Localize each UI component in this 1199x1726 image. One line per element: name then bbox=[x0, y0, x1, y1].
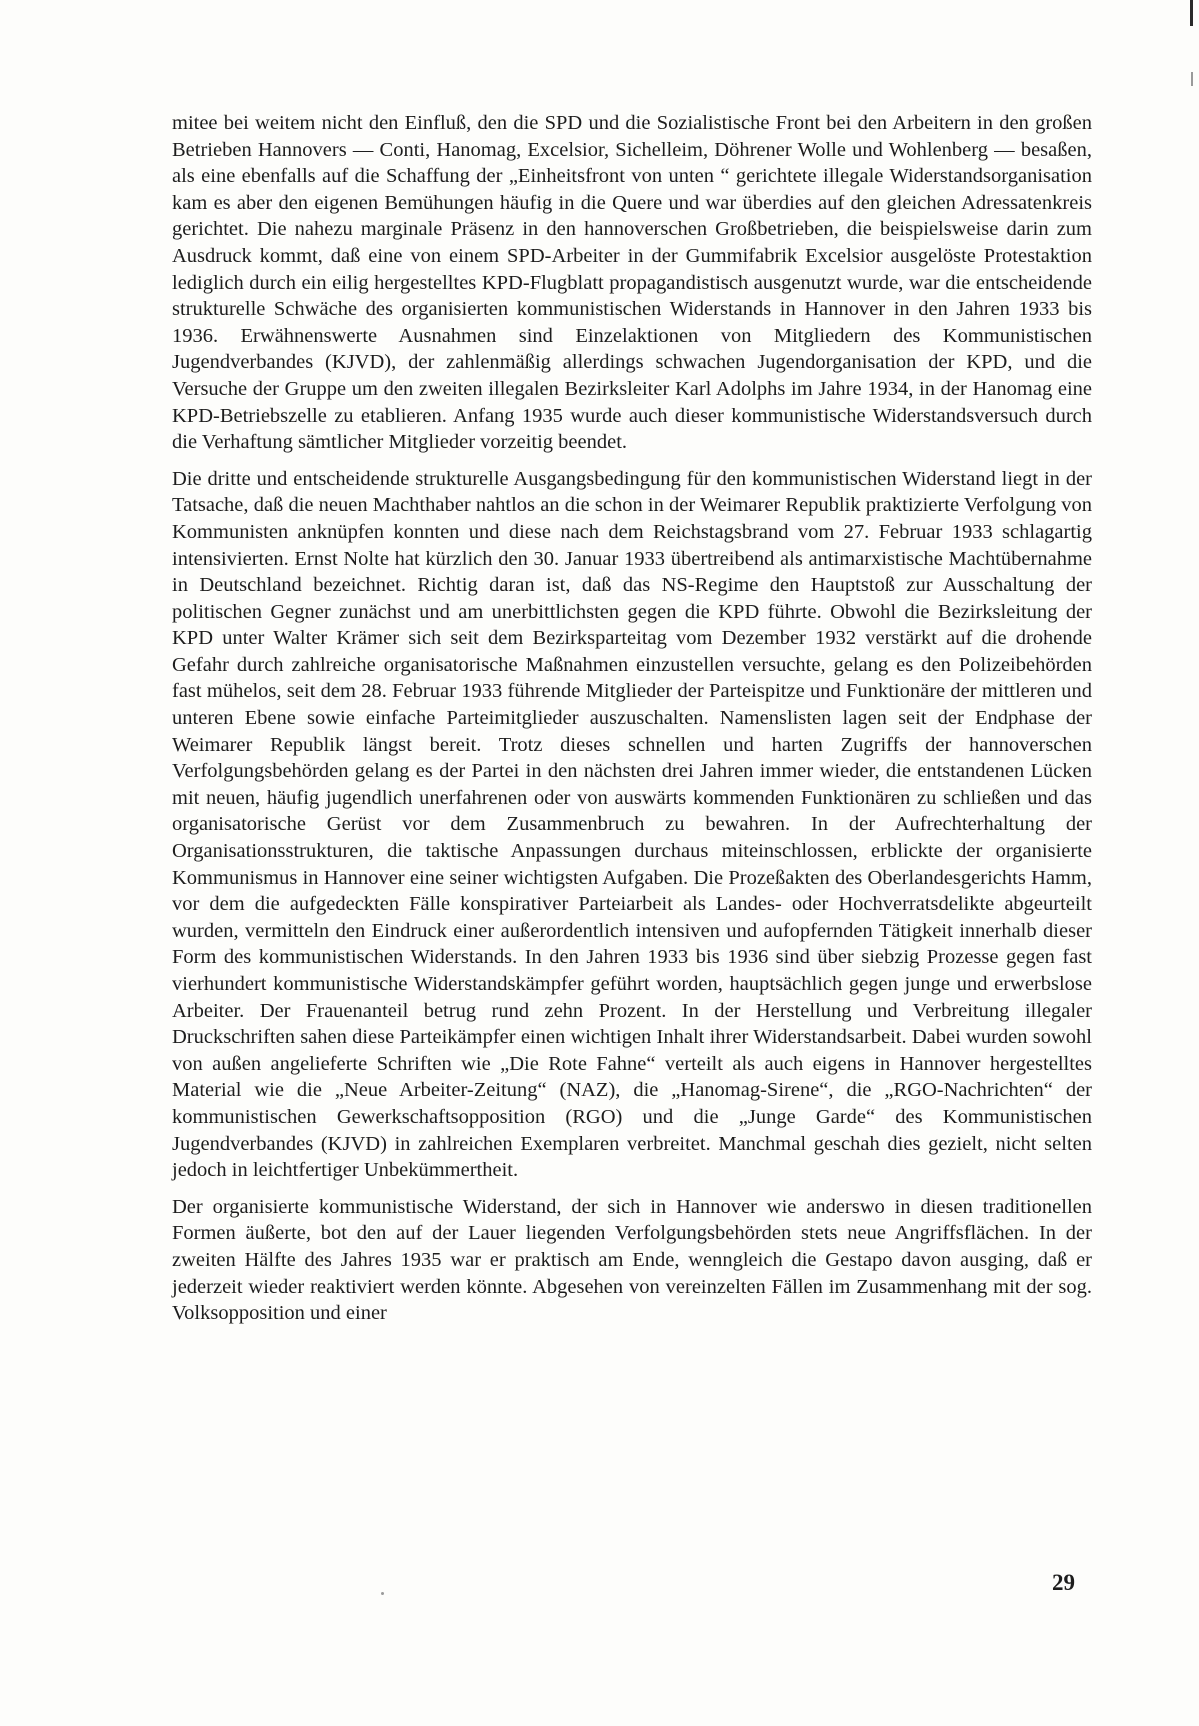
paragraph-3: Der organisierte kommunistische Widerstand, der sich in Hannover wie anderswo in diesen traditionellen Formen äußerte, bot den auf der Lauer liegenden Verfolgungsbehörden stets neue Angriffsflächen. In der zweiten Hälfte des Jahres 1935 war er praktisch am Ende, wenngleich die Gestapo davon ausging, daß er jederzeit wieder reaktiviert werden könnte. Abgesehen von vereinzelten Fällen im Zusammenhang mit der sog. Volksopposition und einer bbox=[172, 1195, 1092, 1325]
paragraph-2: Die dritte und entscheidende strukturelle Ausgangsbedingung für den kommunistischen Widerstand liegt in der Tatsache, daß die neuen Machthaber nahtlos an die schon in der Weimarer Republik praktizierte Verfolgung von Kommunisten anknüpfen konnten und diese nach dem Reichstagsbrand vom 27. Februar 1933 schlagartig intensivierten. Ernst Nolte hat kürzlich den 30. Januar 1933 übertreibend als antimarxistische Machtübernahme in Deutschland bezeichnet. Richtig daran ist, daß das NS-Regime den Hauptstoß zur Ausschaltung der politischen Gegner zunächst und am unerbittlichsten gegen die KPD führte. Obwohl die Bezirksleitung der KPD unter Walter Krämer sich seit dem Bezirksparteitag vom Dezember 1932 verstärkt auf die drohende Gefahr durch zahlreiche organisatorische Maßnahmen einzustellen versuchte, gelang es den Polizeibehörden fast mühelos, seit dem 28. Februar 1933 führende Mitglieder der Parteispitze und Funktionäre der mittleren und unteren Ebene sowie einfache Parteimitglieder auszuschalten. Namenslisten lagen seit der Endphase der Weimarer Republik längst bereit. Trotz dieses schnellen und harten Zugriffs der hannoverschen Verfolgungsbehörden gelang es der Partei in den nächsten drei Jahren immer wieder, die entstandenen Lücken mit neuen, häufig jugendlich unerfahrenen oder von auswärts kommenden Funktionären zu schließen und das organisatorische Gerüst vor dem Zusammenbruch zu bewahren. In der Aufrechterhaltung der Organisationsstrukturen, die taktische Anpassungen durchaus miteinschlossen, erblickte der organisierte Kommunismus in Hannover eine seiner wichtigsten Aufgaben. Die Prozeßakten des Oberlandesgerichts Hamm, vor dem die aufgedeckten Fälle konspirativer Parteiarbeit als Landes- oder Hochverratsdelikte abgeurteilt wurden, vermitteln den Eindruck einer außerordentlich intensiven und aufopfernden Tätigkeit innerhalb dieser Form des kommunistischen Widerstands. In den Jahren 1933 bis 1936 sind über siebzig Prozesse gegen fast vierhundert kommunistische Widerstandskämpfer geführt worden, hauptsächlich gegen junge und erwerbslose Arbeiter. Der Frauenanteil betrug rund zehn Prozent. In der Herstellung und Verbreitung illegaler Druckschriften sahen diese Parteikämpfer einen wichtigen Inhalt ihrer Widerstandsarbeit. Dabei wurden sowohl von außen angelieferte Schriften wie „Die Rote Fahne“ verteilt als auch eigens in Hannover hergestelltes Material wie die „Neue Arbeiter-Zeitung“ (NAZ), die „Hanomag-Sirene“, die „RGO-Nachrichten“ der kommunistischen Gewerkschaftsopposition (RGO) und die „Junge Garde“ des Kommunistischen Jugendverbandes (KJVD) in zahlreichen Exemplaren verbreitet. Manchmal geschah dies gezielt, nicht selten jedoch in leichtfertiger Unbekümmertheit. bbox=[172, 467, 1092, 1182]
paragraph-1: mitee bei weitem nicht den Einfluß, den die SPD und die Sozialistische Front bei den Arbeitern in den großen Betrieben Hannovers — Conti, Hanomag, Excelsior, Sichelleim, Döhrener Wolle und Wohlenberg — besaßen, als eine ebenfalls auf die Schaffung der „Einheitsfront von unten “ gerichtete illegale Widerstandsorganisation kam es aber den eigenen Bemühungen häufig in die Quere und war überdies auf den gleichen Adressatenkreis gerichtet. Die nahezu marginale Präsenz in den hannoverschen Großbetrieben, die beispielsweise darin zum Ausdruck kommt, daß eine von einem SPD-Arbeiter in der Gummifabrik Excelsior ausgelöste Protestaktion lediglich durch ein eilig hergestelltes KPD-Flugblatt propagandistisch ausgenutzt wurde, war die entscheidende strukturelle Schwäche des organisierten kommunistischen Widerstands in Hannover in den Jahren 1933 bis 1936. Erwähnenswerte Ausnahmen sind Einzelaktionen von Mitgliedern des Kommunistischen Jugendverbandes (KJVD), der zahlenmäßig allerdings schwachen Jugendorganisation der KPD, und die Versuche der Gruppe um den zweiten illegalen Bezirksleiter Karl Adolphs im Jahre 1934, in der Hanomag eine KPD-Betriebszelle zu etablieren. Anfang 1935 wurde auch dieser kommunistische Widerstandsversuch durch die Verhaftung sämtlicher Mitglieder vorzeitig beendet. bbox=[172, 112, 1092, 454]
page-number: 29 bbox=[1052, 1570, 1075, 1595]
scan-speck bbox=[381, 1592, 384, 1595]
scan-edge-mark bbox=[1190, 0, 1193, 26]
body-text bbox=[172, 110, 1092, 1327]
scan-edge-mark-small bbox=[1191, 72, 1193, 86]
